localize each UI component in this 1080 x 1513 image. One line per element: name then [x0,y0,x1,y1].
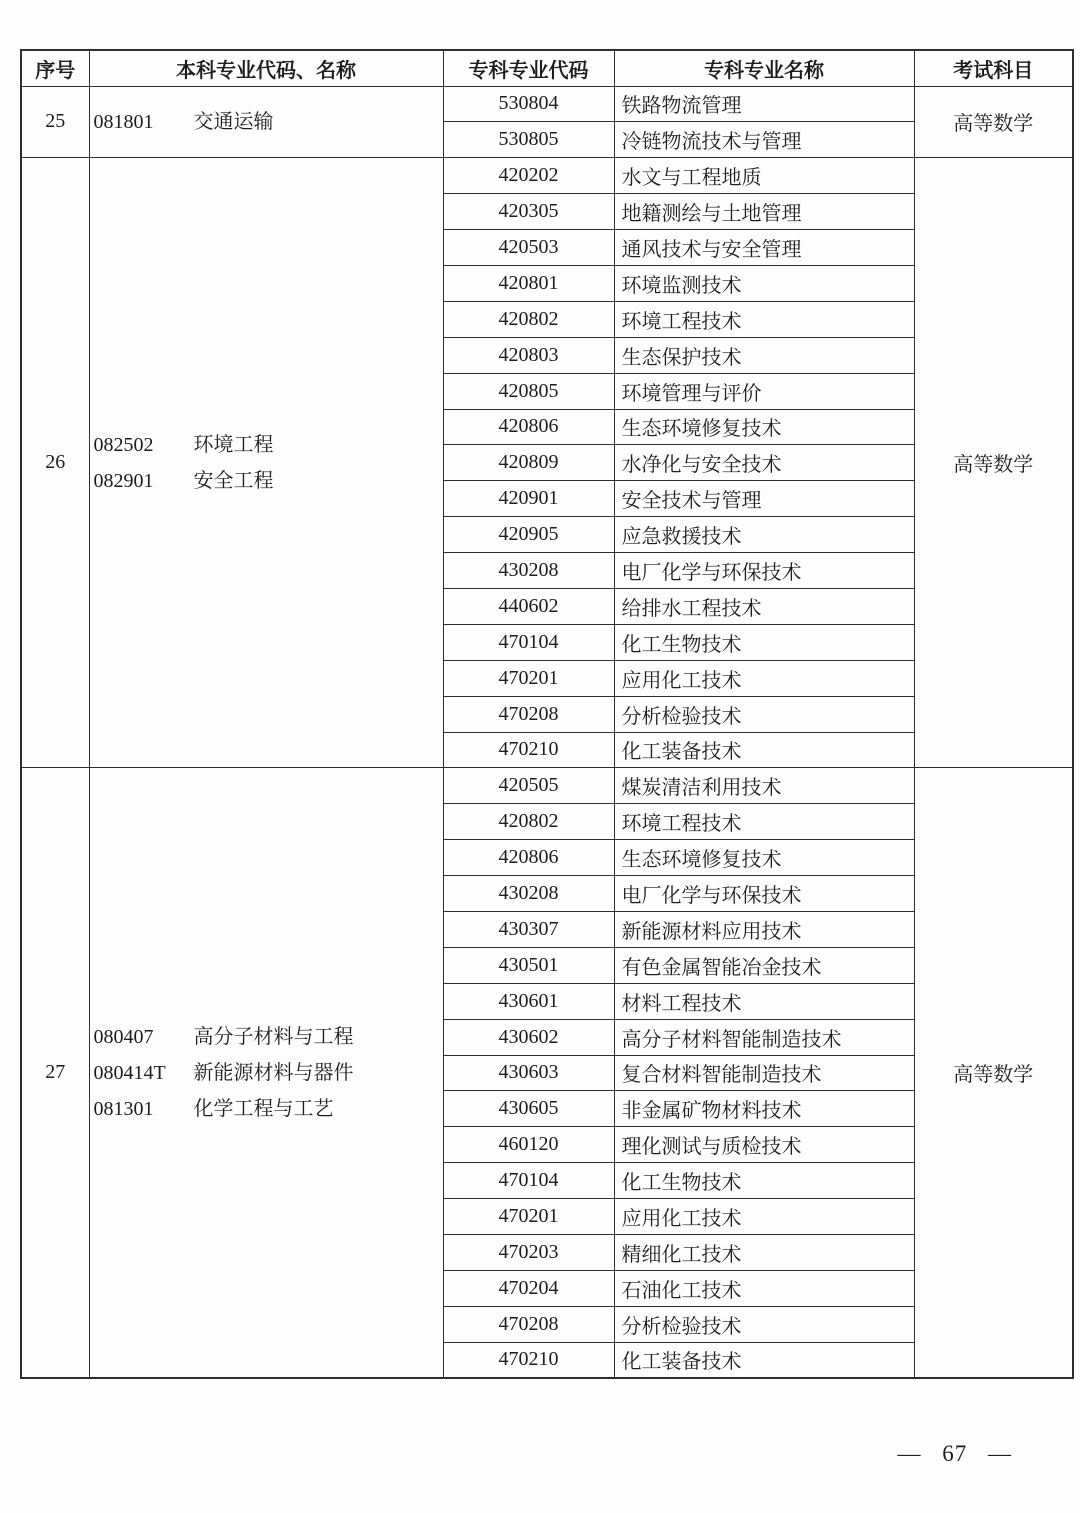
college-major-code-cell: 470208 [443,696,614,732]
college-major-code-cell: 430501 [443,947,614,983]
college-major-code-cell: 470203 [443,1235,614,1271]
undergrad-major-name: 环境工程 [193,433,274,456]
college-major-name-cell: 非金属矿物材料技术 [614,1091,914,1127]
college-major-name-cell: 水文与工程地质 [614,158,914,194]
table-row [21,158,1073,194]
college-major-name-cell: 环境监测技术 [614,265,914,301]
college-major-code-cell: 420505 [443,768,614,804]
college-major-code-cell: 420802 [443,301,614,337]
college-major-code-cell: 440602 [443,588,614,624]
college-major-code-cell: 470208 [443,1306,614,1342]
college-major-name-cell: 化工装备技术 [614,1342,914,1378]
college-major-code-cell: 470210 [443,1342,614,1378]
college-major-name-cell: 生态保护技术 [614,337,914,373]
college-major-code-cell: 430602 [443,1019,614,1055]
column-header-2: 专科专业代码 [443,50,614,86]
undergrad-major-line [94,427,443,463]
table-row [21,86,1073,122]
college-major-name-cell: 材料工程技术 [614,983,914,1019]
college-major-name-cell: 有色金属智能冶金技术 [614,947,914,983]
seq-cell: 26 [21,158,89,768]
undergrad-major-code: 081801 [93,110,154,133]
undergrad-major-code: 082502 [93,433,154,456]
college-major-code-cell: 420901 [443,481,614,517]
college-major-name-cell: 复合材料智能制造技术 [614,1055,914,1091]
column-header-4: 考试科目 [914,50,1073,86]
college-major-code-cell: 430603 [443,1055,614,1091]
header-row [21,50,1073,86]
college-major-code-cell: 420905 [443,517,614,553]
undergrad-major-code: 080414T [93,1061,166,1084]
college-major-code-cell: 420503 [443,230,614,266]
college-major-name-cell: 安全技术与管理 [614,481,914,517]
college-major-code-cell: 420802 [443,804,614,840]
undergrad-majors-cell [89,158,443,768]
undergrad-major-line [94,463,443,499]
college-major-code-cell: 530805 [443,122,614,158]
undergrad-major-code: 081301 [93,1097,154,1120]
column-header-1: 本科专业代码、名称 [89,50,443,86]
undergrad-major-name: 交通运输 [193,110,274,133]
college-major-code-cell: 470104 [443,1163,614,1199]
exam-subject-cell: 高等数学 [914,768,1073,1378]
college-major-name-cell: 冷链物流技术与管理 [614,122,914,158]
college-major-code-cell: 420806 [443,840,614,876]
college-major-name-cell: 化工生物技术 [614,1163,914,1199]
undergrad-major-code: 082901 [93,469,154,492]
college-major-code-cell: 420801 [443,265,614,301]
college-major-code-cell: 420305 [443,194,614,230]
college-major-name-cell: 生态环境修复技术 [614,840,914,876]
college-major-code-cell: 420803 [443,337,614,373]
college-major-name-cell: 精细化工技术 [614,1235,914,1271]
college-major-code-cell: 470210 [443,732,614,768]
college-major-code-cell: 430208 [443,553,614,589]
undergrad-major-name: 安全工程 [193,469,274,492]
majors-table [20,49,1074,1379]
college-major-name-cell: 理化测试与质检技术 [614,1127,914,1163]
page-number: — 67 — [897,1441,1012,1466]
college-major-code-cell: 420202 [443,158,614,194]
college-major-code-cell: 530804 [443,86,614,122]
undergrad-major-line [94,1091,443,1127]
college-major-name-cell: 水净化与安全技术 [614,445,914,481]
undergrad-major-code: 080407 [93,1025,154,1048]
college-major-code-cell: 430208 [443,876,614,912]
college-major-code-cell: 470201 [443,660,614,696]
college-major-name-cell: 分析检验技术 [614,696,914,732]
college-major-name-cell: 应用化工技术 [614,660,914,696]
college-major-code-cell: 420809 [443,445,614,481]
undergrad-major-name: 高分子材料与工程 [193,1025,354,1048]
undergrad-major-name: 新能源材料与器件 [193,1061,354,1084]
table-header [21,50,1073,86]
college-major-name-cell: 化工装备技术 [614,732,914,768]
undergrad-majors-cell [89,86,443,158]
exam-subject-cell: 高等数学 [914,158,1073,768]
exam-subject-cell: 高等数学 [914,86,1073,158]
college-major-code-cell: 470204 [443,1270,614,1306]
undergrad-major-line [94,1019,443,1055]
college-major-name-cell: 高分子材料智能制造技术 [614,1019,914,1055]
college-major-name-cell: 煤炭清洁利用技术 [614,768,914,804]
college-major-name-cell: 分析检验技术 [614,1306,914,1342]
college-major-name-cell: 电厂化学与环保技术 [614,876,914,912]
college-major-code-cell: 460120 [443,1127,614,1163]
college-major-code-cell: 430601 [443,983,614,1019]
college-major-name-cell: 环境管理与评价 [614,373,914,409]
college-major-code-cell: 470201 [443,1199,614,1235]
college-major-code-cell: 430307 [443,911,614,947]
college-major-name-cell: 生态环境修复技术 [614,409,914,445]
college-major-name-cell: 新能源材料应用技术 [614,911,914,947]
seq-cell: 25 [21,86,89,158]
undergrad-major-name: 化学工程与工艺 [193,1097,334,1120]
college-major-code-cell: 470104 [443,624,614,660]
college-major-name-cell: 环境工程技术 [614,301,914,337]
column-header-0: 序号 [21,50,89,86]
college-major-code-cell: 430605 [443,1091,614,1127]
college-major-code-cell: 420806 [443,409,614,445]
college-major-name-cell: 通风技术与安全管理 [614,230,914,266]
college-major-name-cell: 应用化工技术 [614,1199,914,1235]
seq-cell: 27 [21,768,89,1378]
college-major-name-cell: 给排水工程技术 [614,588,914,624]
college-major-name-cell: 铁路物流管理 [614,86,914,122]
college-major-code-cell: 420805 [443,373,614,409]
table-body [21,86,1073,1378]
college-major-name-cell: 化工生物技术 [614,624,914,660]
college-major-name-cell: 应急救援技术 [614,517,914,553]
column-header-3: 专科专业名称 [614,50,914,86]
undergrad-major-line [94,1055,443,1091]
table-row [21,768,1073,804]
undergrad-majors-cell [89,768,443,1378]
undergrad-major-line [94,104,443,140]
college-major-name-cell: 环境工程技术 [614,804,914,840]
college-major-name-cell: 石油化工技术 [614,1270,914,1306]
college-major-name-cell: 地籍测绘与土地管理 [614,194,914,230]
college-major-name-cell: 电厂化学与环保技术 [614,553,914,589]
